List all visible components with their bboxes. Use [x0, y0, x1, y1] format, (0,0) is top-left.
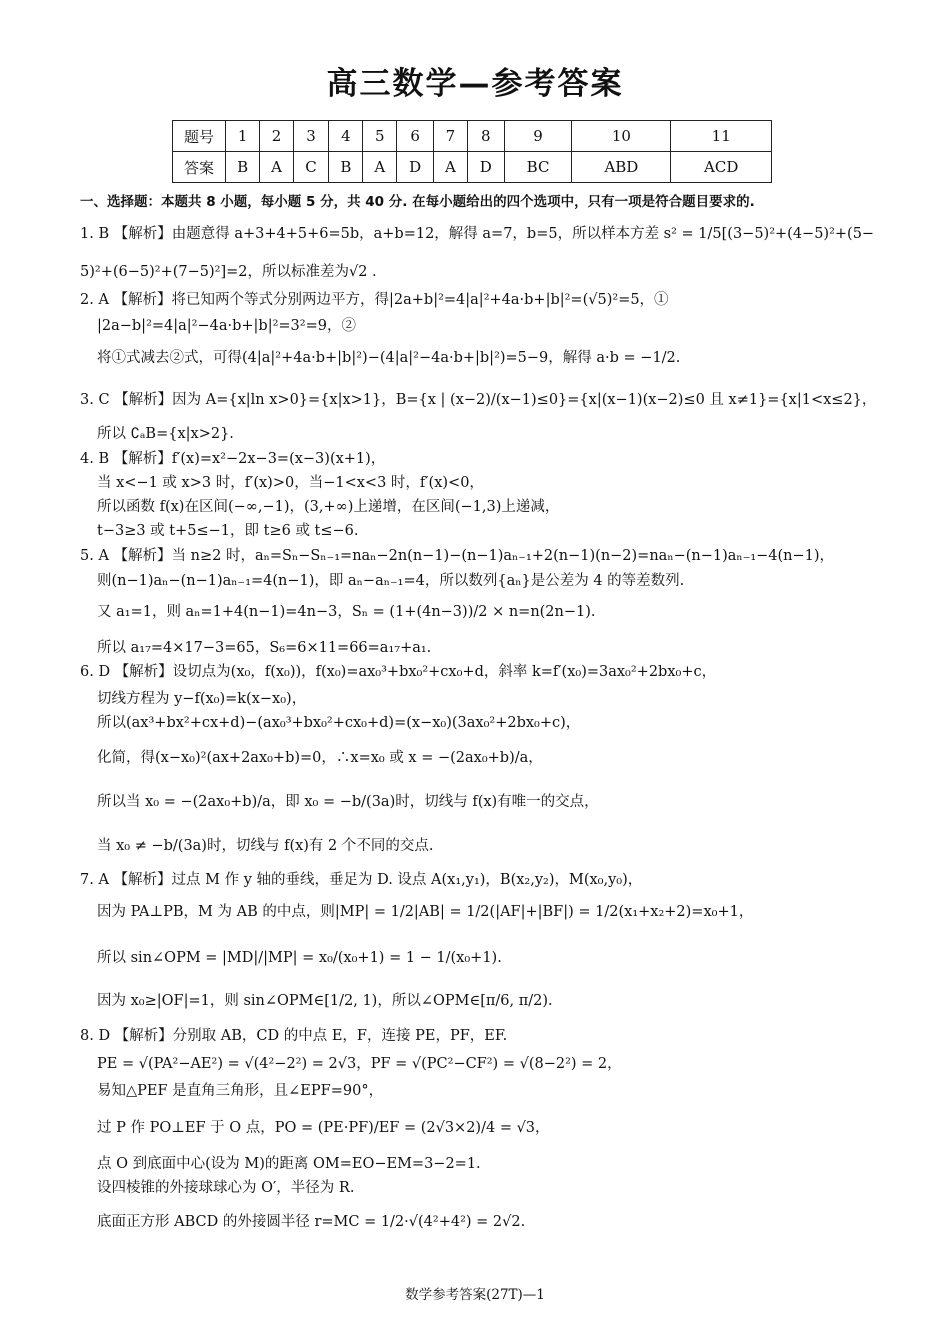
- table-cell: ABD: [572, 152, 671, 183]
- table-cell: A: [363, 152, 397, 183]
- table-cell: 3: [293, 121, 328, 152]
- table-cell: 9: [504, 121, 572, 152]
- table-cell: ACD: [671, 152, 772, 183]
- solution-line: 所以当 x₀ = −(2ax₀+b)/a，即 x₀ = −b/(3a)时，切线与 f(x)有唯一的交点，: [97, 794, 599, 810]
- table-cell: 1: [226, 121, 260, 152]
- answer-table: [172, 120, 772, 183]
- table-cell: 5: [363, 121, 397, 152]
- solution-line: 4. B 【解析】f′(x)=x²−2x−3=(x−3)(x+1)，: [80, 451, 386, 467]
- table-cell: A: [434, 152, 468, 183]
- table-row-question-numbers: [173, 121, 772, 152]
- solution-line: 切线方程为 y−f(x₀)=k(x−x₀)，: [97, 691, 307, 707]
- solution-line: 所以函数 f(x)在区间(−∞,−1)，(3,+∞)上递增，在区间(−1,3)上递减，: [97, 499, 560, 515]
- table-cell: 答案: [173, 152, 226, 183]
- solution-line: 8. D 【解析】分别取 AB，CD 的中点 E，F，连接 PE，PF，EF.: [80, 1028, 508, 1044]
- solution-line: 2. A 【解析】将已知两个等式分别两边平方，得|2a+b|²=4|a|²+4a·b+|b|²=(√5)²=5，①: [80, 292, 669, 308]
- solution-line: 因为 x₀≥|OF|=1，则 sin∠OPM∈[1/2, 1)，所以∠OPM∈[π/6, π/2).: [97, 993, 553, 1009]
- solution-line: 当 x₀ ≠ −b/(3a)时，切线与 f(x)有 2 个不同的交点.: [97, 838, 434, 854]
- table-cell: B: [226, 152, 260, 183]
- page-footer: 数学参考答案(27T)—1: [405, 1287, 545, 1303]
- table-cell: B: [329, 152, 363, 183]
- table-cell: 6: [397, 121, 434, 152]
- solution-line: 7. A 【解析】过点 M 作 y 轴的垂线，垂足为 D. 设点 A(x₁,y₁)，B(x₂,y₂)，M(x₀,y₀)，: [80, 872, 643, 888]
- table-cell: D: [467, 152, 504, 183]
- solution-line: 所以 a₁₇=4×17−3=65，S₆=6×11=66=a₁₇+a₁.: [97, 640, 432, 656]
- solution-line: 设四棱锥的外接球球心为 O′，半径为 R.: [97, 1180, 355, 1196]
- table-cell: BC: [504, 152, 572, 183]
- table-cell: 11: [671, 121, 772, 152]
- solution-line: 当 x<−1 或 x>3 时，f′(x)>0，当−1<x<3 时，f′(x)<0，: [97, 475, 484, 491]
- table-row-answers: [173, 152, 772, 183]
- solution-line: 过 P 作 PO⊥EF 于 O 点，PO = (PE·PF)/EF = (2√3×2)/4 = √3，: [97, 1120, 550, 1136]
- solution-line: 化简，得(x−x₀)²(ax+2ax₀+b)=0，∴x=x₀ 或 x = −(2ax₀+b)/a，: [97, 750, 543, 766]
- solution-line: 6. D 【解析】设切点为(x₀，f(x₀))，f(x₀)=ax₀³+bx₀²+cx₀+d，斜率 k=f′(x₀)=3ax₀²+2bx₀+c，: [80, 664, 717, 680]
- solution-line: 5)²+(6−5)²+(7−5)²]=2，所以标准差为√2 .: [80, 264, 377, 280]
- solution-line: 所以(ax³+bx²+cx+d)−(ax₀³+bx₀²+cx₀+d)=(x−x₀)(3ax₀²+2bx₀+c)，: [97, 715, 581, 731]
- table-cell: 7: [434, 121, 468, 152]
- solution-line: PE = √(PA²−AE²) = √(4²−2²) = 2√3，PF = √(PC²−CF²) = √(8−2²) = 2，: [97, 1056, 622, 1072]
- solution-line: 所以 sin∠OPM = |MD|/|MP| = x₀/(x₀+1) = 1 − 1/(x₀+1).: [97, 950, 502, 966]
- table-cell: 题号: [173, 121, 226, 152]
- solution-line: 所以 ∁ₐB={x|x>2}.: [97, 426, 234, 442]
- table-cell: A: [260, 152, 294, 183]
- table-cell: 10: [572, 121, 671, 152]
- page-title: 高三数学—参考答案: [326, 66, 624, 102]
- table-cell: 2: [260, 121, 294, 152]
- solution-line: 又 a₁=1，则 aₙ=1+4(n−1)=4n−3，Sₙ = (1+(4n−3))/2 × n=n(2n−1).: [97, 604, 596, 620]
- solution-line: 点 O 到底面中心(设为 M)的距离 OM=EO−EM=3−2=1.: [97, 1156, 481, 1172]
- solution-line: 5. A 【解析】当 n≥2 时，aₙ=Sₙ−Sₙ₋₁=naₙ−2n(n−1)−(n−1)aₙ₋₁+2(n−1)(n−2)=naₙ−(n−1)aₙ₋₁−4(n−1)，: [80, 548, 835, 564]
- solution-line: 将①式减去②式，可得(4|a|²+4a·b+|b|²)−(4|a|²−4a·b+|b|²)=5−9，解得 a·b = −1/2.: [97, 350, 681, 366]
- solution-line: 底面正方形 ABCD 的外接圆半径 r=MC = 1/2·√(4²+4²) = 2√2.: [97, 1214, 526, 1230]
- solution-line: 易知△PEF 是直角三角形，且∠EPF=90°，: [97, 1083, 384, 1099]
- solution-line: 3. C 【解析】因为 A={x|ln x>0}={x|x>1}，B={x | (x−2)/(x−1)≤0}={x|(x−1)(x−2)≤0 且 x≠1}={x|1<x≤2}，: [80, 392, 877, 408]
- table-cell: D: [397, 152, 434, 183]
- solution-line: 因为 PA⊥PB，M 为 AB 的中点，则|MP| = 1/2|AB| = 1/2(|AF|+|BF|) = 1/2(x₁+x₂+2)=x₀+1，: [97, 904, 754, 920]
- section-heading: 一、选择题：本题共 8 小题，每小题 5 分，共 40 分. 在每小题给出的四个选项中，只有一项是符合题目要求的.: [80, 194, 755, 210]
- solution-line: t−3≥3 或 t+5≤−1，即 t≥6 或 t≤−6.: [97, 523, 359, 539]
- table-cell: C: [293, 152, 328, 183]
- solution-line: |2a−b|²=4|a|²−4a·b+|b|²=3²=9，②: [97, 318, 356, 334]
- solution-line: 则(n−1)aₙ−(n−1)aₙ₋₁=4(n−1)，即 aₙ−aₙ₋₁=4，所以数列{aₙ}是公差为 4 的等差数列.: [97, 573, 685, 589]
- table-cell: 8: [467, 121, 504, 152]
- solution-line: 1. B 【解析】由题意得 a+3+4+5+6=5b，a+b=12，解得 a=7，b=5，所以样本方差 s² = 1/5[(3−5)²+(4−5)²+(5−: [80, 226, 875, 242]
- table-cell: 4: [329, 121, 363, 152]
